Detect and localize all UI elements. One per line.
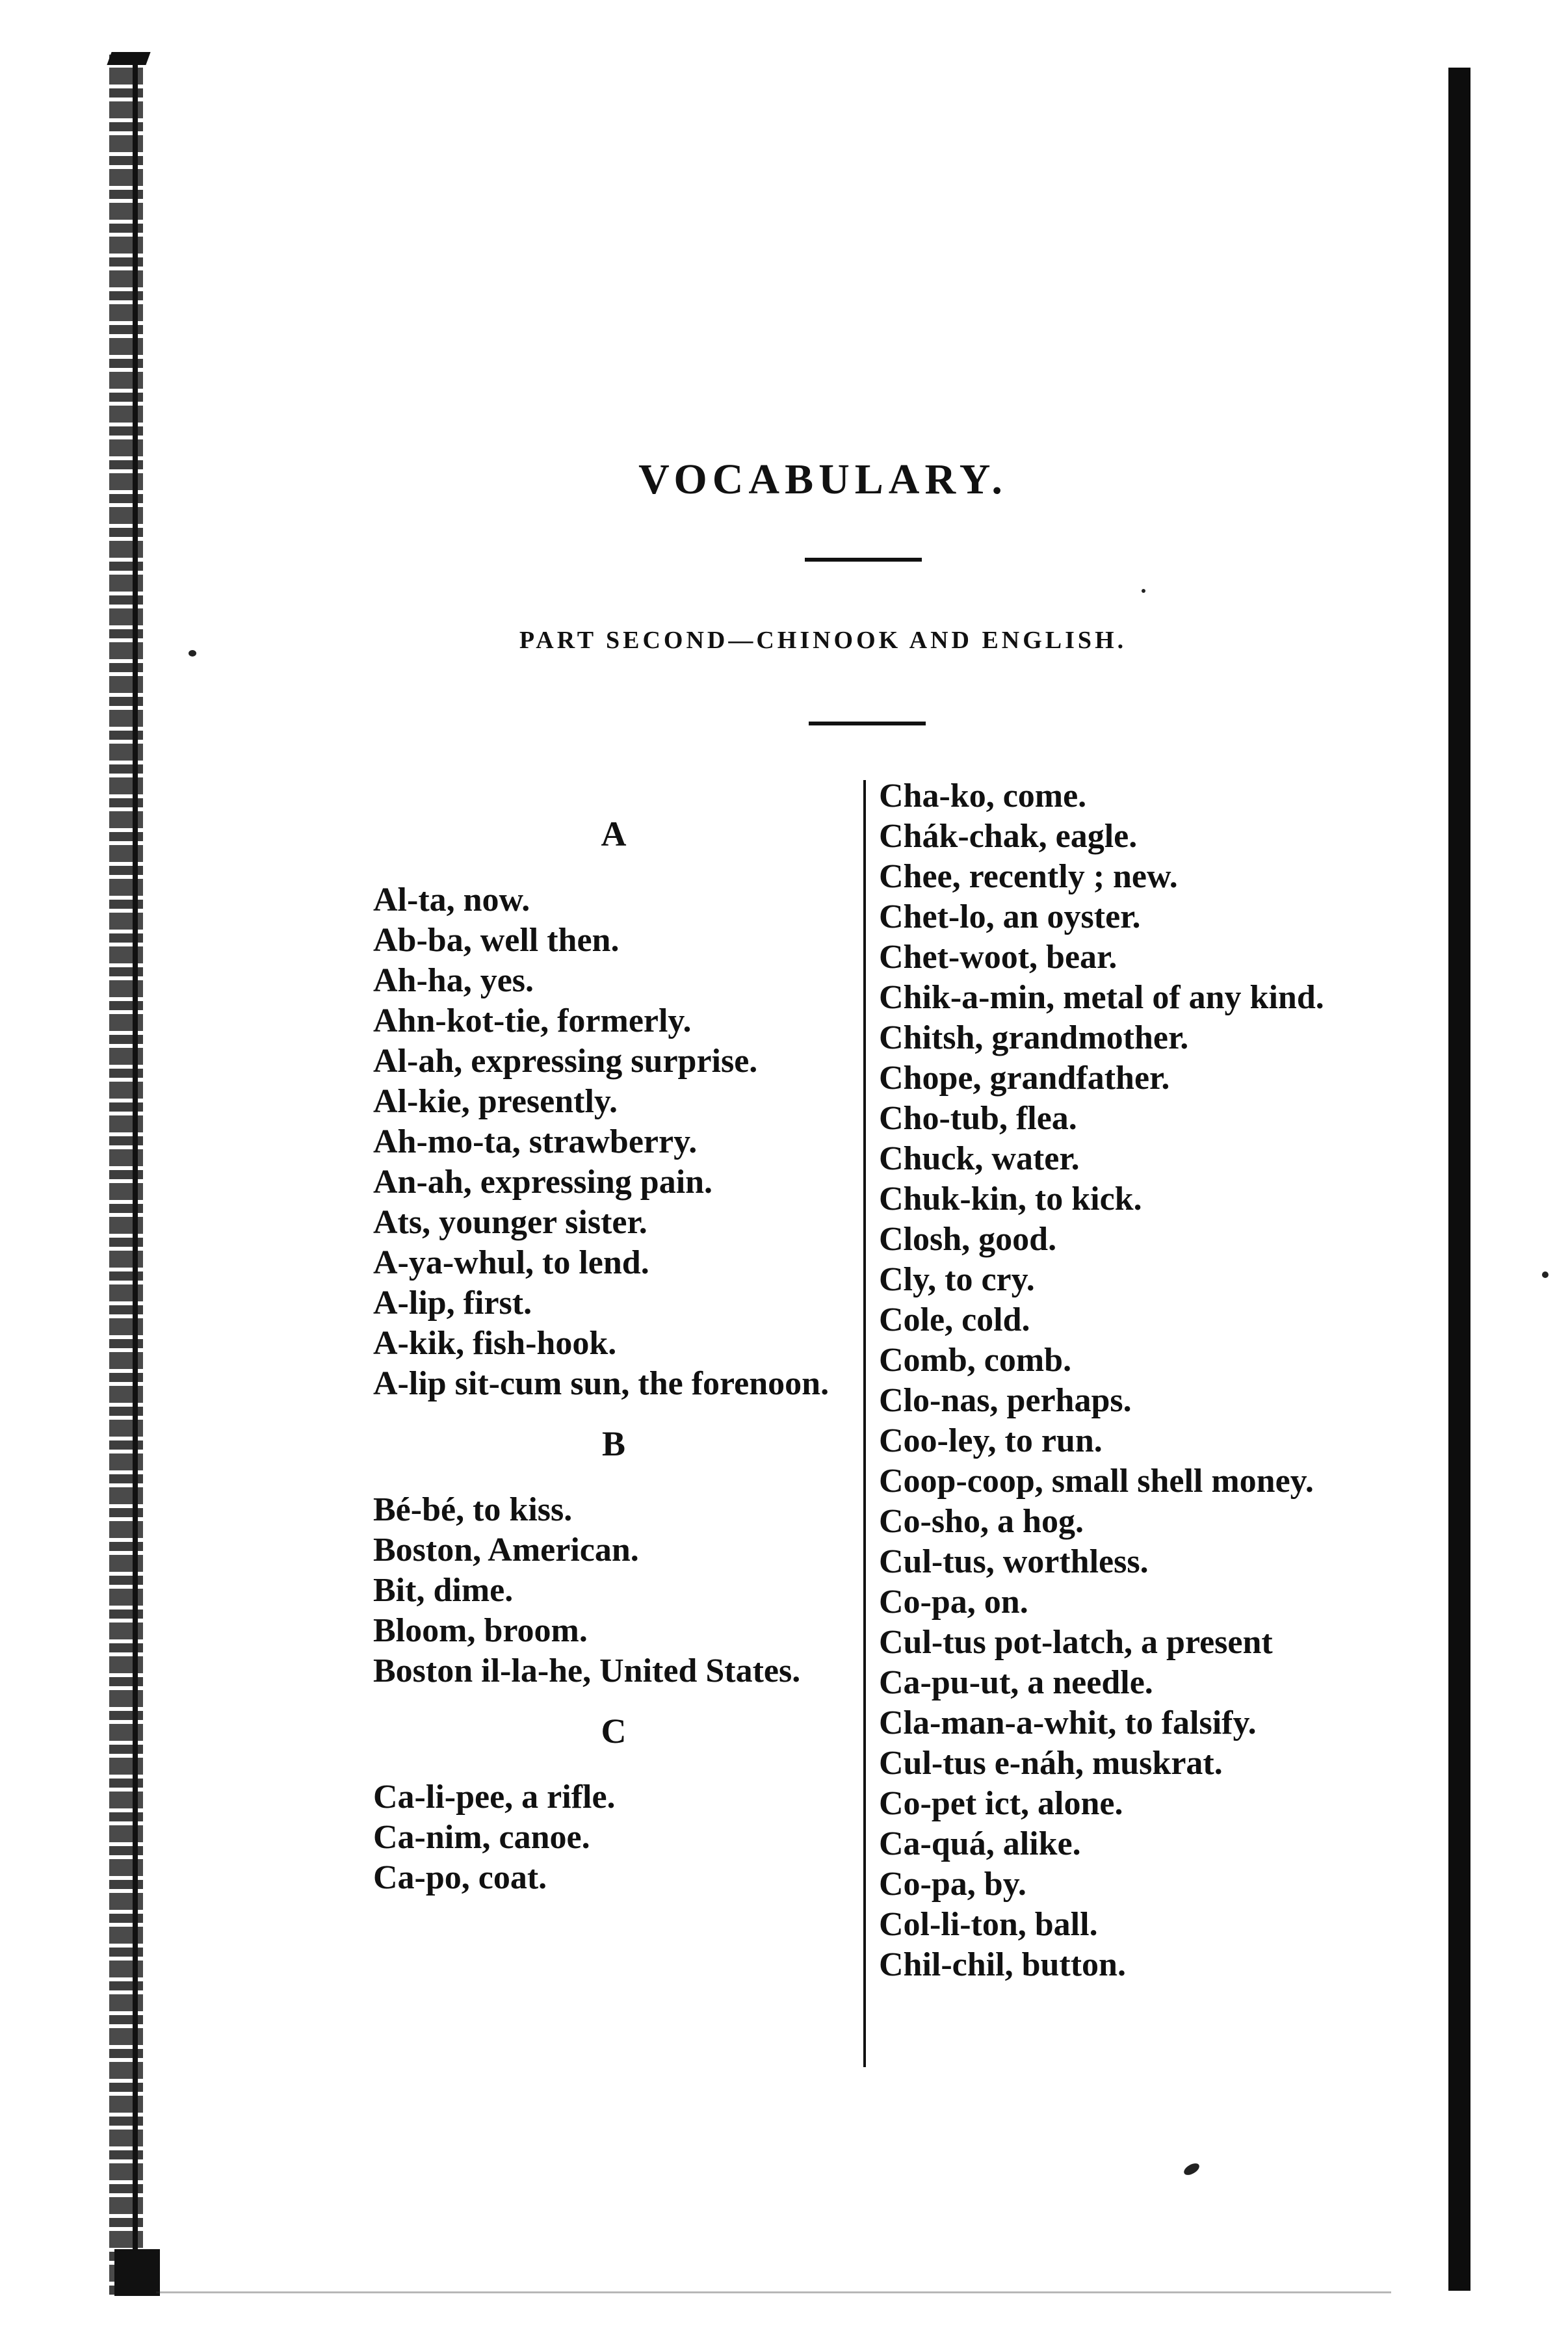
- page-title: VOCABULARY.: [638, 456, 1008, 503]
- vocab-entry: Ca-po, coat.: [373, 1859, 547, 1896]
- vocab-entry: Al-ah, expressing surprise.: [373, 1043, 758, 1080]
- vocab-entry: Chet-woot, bear.: [879, 939, 1117, 976]
- vocab-entry: Bit, dime.: [373, 1572, 514, 1609]
- vocab-entry: Al-ta, now.: [373, 881, 530, 919]
- vocab-entry: Ats, younger sister.: [373, 1204, 647, 1241]
- section-letter-a: A: [601, 815, 627, 854]
- vocab-entry: Cul-tus e-náh, muskrat.: [879, 1745, 1223, 1782]
- vocab-entry: Comb, comb.: [879, 1342, 1072, 1379]
- vocab-entry: Co-pa, by.: [879, 1866, 1026, 1903]
- vocab-entry: Chuk-kin, to kick.: [879, 1180, 1142, 1218]
- binding-edge-top-corner: [107, 52, 150, 65]
- vocab-entry: Co-sho, a hog.: [879, 1503, 1084, 1540]
- vocab-entry: Cla-man-a-whit, to falsify.: [879, 1704, 1257, 1741]
- scan-speck: [189, 650, 196, 657]
- vocab-entry: Ca-li-pee, a rifle.: [373, 1779, 616, 1816]
- vocab-entry: Col-li-ton, ball.: [879, 1906, 1098, 1943]
- vocab-entry: Chet-lo, an oyster.: [879, 898, 1141, 935]
- vocab-entry: Chák-chak, eagle.: [879, 818, 1138, 855]
- right-column: [879, 776, 1366, 1985]
- title-rule: [805, 558, 922, 562]
- vocab-entry: Cole, cold.: [879, 1301, 1030, 1338]
- vocab-entry: Boston, American.: [373, 1531, 639, 1569]
- scan-speck: [1542, 1271, 1548, 1278]
- binding-edge-bottom-corner: [114, 2249, 160, 2296]
- binding-edge-line: [133, 59, 138, 2295]
- page-subtitle: PART SECOND—CHINOOK AND ENGLISH.: [519, 627, 1127, 654]
- subtitle-rule: [809, 722, 926, 725]
- vocab-entry: Boston il-la-he, United States.: [373, 1652, 801, 1689]
- vocab-entry: An-ah, expressing pain.: [373, 1164, 713, 1201]
- vocab-entry: Chope, grandfather.: [879, 1060, 1170, 1097]
- vocab-entry: Chil-chil, button.: [879, 1946, 1126, 1983]
- vocab-entry: Cha-ko, come.: [879, 777, 1087, 815]
- vocab-entry: A-lip sit-cum sun, the forenoon.: [373, 1365, 830, 1402]
- vocab-entry: Ca-nim, canoe.: [373, 1819, 590, 1856]
- vocab-entry: Co-pa, on.: [879, 1584, 1028, 1621]
- vocab-entry: Co-pet ict, alone.: [879, 1785, 1123, 1822]
- vocab-entry: A-kik, fish-hook.: [373, 1325, 617, 1362]
- column-divider: [863, 780, 866, 2067]
- vocab-entry: Cly, to cry.: [879, 1261, 1035, 1298]
- vocab-entry: Ab-ba, well then.: [373, 922, 620, 959]
- vocab-entry: Cul-tus, worthless.: [879, 1543, 1149, 1580]
- vocab-entry: Ah-ha, yes.: [373, 962, 534, 999]
- scan-speck: [1142, 589, 1145, 593]
- section-letter-c: C: [601, 1712, 627, 1751]
- vocab-entry: Chik-a-min, metal of any kind.: [879, 979, 1324, 1016]
- vocab-entry: Chitsh, grandmother.: [879, 1019, 1189, 1056]
- vocab-entry: Coop-coop, small shell money.: [879, 1463, 1314, 1500]
- vocab-entry: Bé-bé, to kiss.: [373, 1491, 573, 1528]
- vocab-entry: Cho-tub, flea.: [879, 1100, 1077, 1137]
- left-column: [373, 814, 854, 1898]
- scan-speck: [1182, 2161, 1201, 2177]
- vocab-entry: Coo-ley, to run.: [879, 1422, 1103, 1459]
- binding-edge: [109, 55, 143, 2297]
- vocab-entry: Cul-tus pot-latch, a present: [879, 1624, 1273, 1661]
- vocab-entry: Ca-pu-ut, a needle.: [879, 1664, 1153, 1701]
- vocab-entry: Bloom, broom.: [373, 1612, 588, 1649]
- vocab-entry: Al-kie, presently.: [373, 1083, 618, 1120]
- page-bottom-edge: [156, 2291, 1391, 2293]
- vocab-entry: Chuck, water.: [879, 1140, 1080, 1177]
- vocab-entry: Chee, recently ; new.: [879, 858, 1178, 895]
- vocab-entry: Ahn-kot-tie, formerly.: [373, 1002, 692, 1039]
- right-page-edge: [1448, 68, 1470, 2291]
- vocab-entry: Closh, good.: [879, 1221, 1057, 1258]
- section-letter-b: B: [601, 1424, 626, 1463]
- vocab-entry: Ca-quá, alike.: [879, 1825, 1081, 1862]
- vocab-entry: A-lip, first.: [373, 1284, 532, 1322]
- vocab-entry: Clo-nas, perhaps.: [879, 1382, 1132, 1419]
- vocab-entry: Ah-mo-ta, strawberry.: [373, 1123, 698, 1160]
- vocab-entry: A-ya-whul, to lend.: [373, 1244, 649, 1281]
